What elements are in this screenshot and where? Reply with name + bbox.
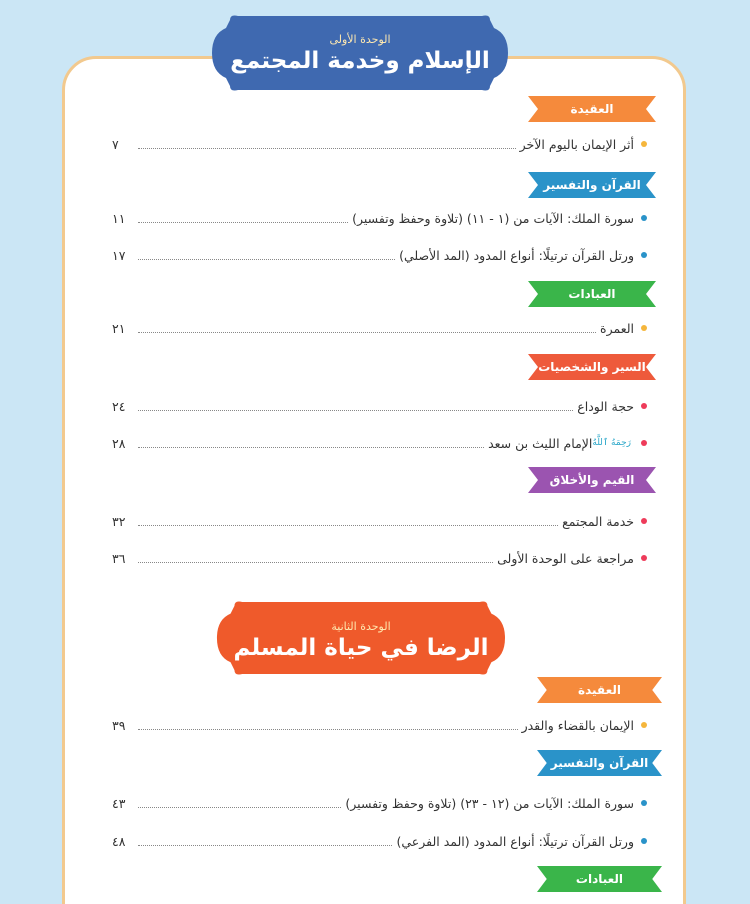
bullet-icon bbox=[641, 141, 647, 147]
unit-1-title: الإسلام وخدمة المجتمع bbox=[230, 47, 490, 74]
section-label: العبادات bbox=[575, 872, 624, 886]
bullet-icon bbox=[641, 215, 647, 221]
section-ribbon-seerah bbox=[528, 354, 656, 380]
section-label: السير والشخصيات bbox=[538, 360, 646, 374]
section-ribbon-aqeedah bbox=[528, 96, 656, 122]
entry-title: مراجعة على الوحدة الأولى bbox=[497, 550, 634, 566]
toc-entry[interactable] bbox=[112, 548, 647, 568]
toc-entry[interactable] bbox=[112, 433, 647, 453]
dot-leader bbox=[138, 332, 596, 333]
bullet-icon bbox=[641, 518, 647, 524]
dot-leader bbox=[138, 729, 518, 730]
toc-entry[interactable] bbox=[112, 134, 647, 154]
section-label: العقيدة bbox=[570, 102, 614, 116]
section-ribbon-quran-2 bbox=[537, 750, 662, 776]
entry-title: الإيمان بالقضاء والقدر bbox=[521, 717, 634, 733]
dot-leader bbox=[138, 259, 395, 260]
entry-title: ورتل القرآن ترتيلًا: أنواع المدود (المد الفرعي) bbox=[396, 833, 634, 849]
page-number: ٤٣ bbox=[112, 795, 126, 811]
page-number: ٢٨ bbox=[112, 435, 126, 451]
toc-entry[interactable] bbox=[112, 318, 647, 338]
bullet-icon bbox=[641, 252, 647, 258]
entry-title: العمرة bbox=[600, 320, 634, 336]
section-label: القرآن والتفسير bbox=[543, 178, 641, 192]
section-label: القيم والأخلاق bbox=[549, 473, 635, 487]
page-number: ٣٦ bbox=[112, 550, 126, 566]
entry-title: سورة الملك: الآيات من (١ - ١١) (تلاوة وحفظ وتفسير) bbox=[352, 210, 634, 226]
dot-leader bbox=[138, 525, 558, 526]
page-number: ١١ bbox=[112, 210, 126, 226]
honorific-mark: رَحِمَهُ ٱللَّهُ bbox=[592, 438, 631, 448]
unit-1-subtitle: الوحدة الأولى bbox=[329, 32, 391, 46]
dot-leader bbox=[138, 562, 493, 563]
page-number: ٣٢ bbox=[112, 513, 126, 529]
unit-1-banner bbox=[210, 14, 510, 92]
entry-title: خدمة المجتمع bbox=[562, 513, 634, 529]
page-number: ٣٩ bbox=[112, 717, 126, 733]
section-ribbon-aqeedah-2 bbox=[537, 677, 662, 703]
section-label: العقيدة bbox=[578, 683, 621, 697]
section-ribbon-ibadat bbox=[528, 281, 656, 307]
section-ribbon-quran bbox=[528, 172, 656, 198]
toc-entry[interactable] bbox=[112, 511, 647, 531]
section-label: العبادات bbox=[568, 287, 616, 301]
dot-leader bbox=[138, 807, 341, 808]
toc-entry[interactable] bbox=[112, 715, 647, 735]
unit-2-title: الرضا في حياة المسلم bbox=[233, 634, 489, 661]
toc-entry[interactable] bbox=[112, 396, 647, 416]
section-label: القرآن والتفسير bbox=[550, 756, 649, 770]
entry-title: ورتل القرآن ترتيلًا: أنواع المدود (المد الأصلي) bbox=[399, 247, 634, 263]
bullet-icon bbox=[641, 325, 647, 331]
toc-entry[interactable] bbox=[112, 831, 647, 851]
page-number: ٧ bbox=[112, 136, 119, 152]
entry-title: حجة الوداع bbox=[577, 398, 634, 414]
toc-entry[interactable] bbox=[112, 793, 647, 813]
bullet-icon bbox=[641, 440, 647, 446]
bullet-icon bbox=[641, 800, 647, 806]
dot-leader bbox=[138, 410, 573, 411]
bullet-icon bbox=[641, 555, 647, 561]
unit-2-subtitle: الوحدة الثانية bbox=[331, 619, 391, 633]
page-number: ٤٨ bbox=[112, 833, 126, 849]
page-number: ٢٤ bbox=[112, 398, 126, 414]
entry-title: أثر الإيمان باليوم الآخر bbox=[519, 136, 634, 152]
unit-2-banner bbox=[215, 600, 507, 680]
section-ribbon-ibadat-2 bbox=[537, 866, 662, 892]
page-number: ١٧ bbox=[112, 247, 126, 263]
entry-title-text: الإمام الليث بن سعد bbox=[488, 435, 593, 451]
dot-leader bbox=[138, 222, 348, 223]
bullet-icon bbox=[641, 722, 647, 728]
dot-leader bbox=[138, 845, 392, 846]
toc-entry[interactable] bbox=[112, 245, 647, 265]
dot-leader bbox=[138, 148, 516, 149]
section-ribbon-values bbox=[528, 467, 656, 493]
bullet-icon bbox=[641, 403, 647, 409]
bullet-icon bbox=[641, 838, 647, 844]
dot-leader bbox=[138, 447, 484, 448]
entry-title: سورة الملك: الآيات من (١٢ - ٢٣) (تلاوة وحفظ وتفسير) bbox=[345, 795, 634, 811]
page-number: ٢١ bbox=[112, 320, 126, 336]
entry-title bbox=[484, 436, 634, 451]
toc-entry[interactable] bbox=[112, 208, 647, 228]
